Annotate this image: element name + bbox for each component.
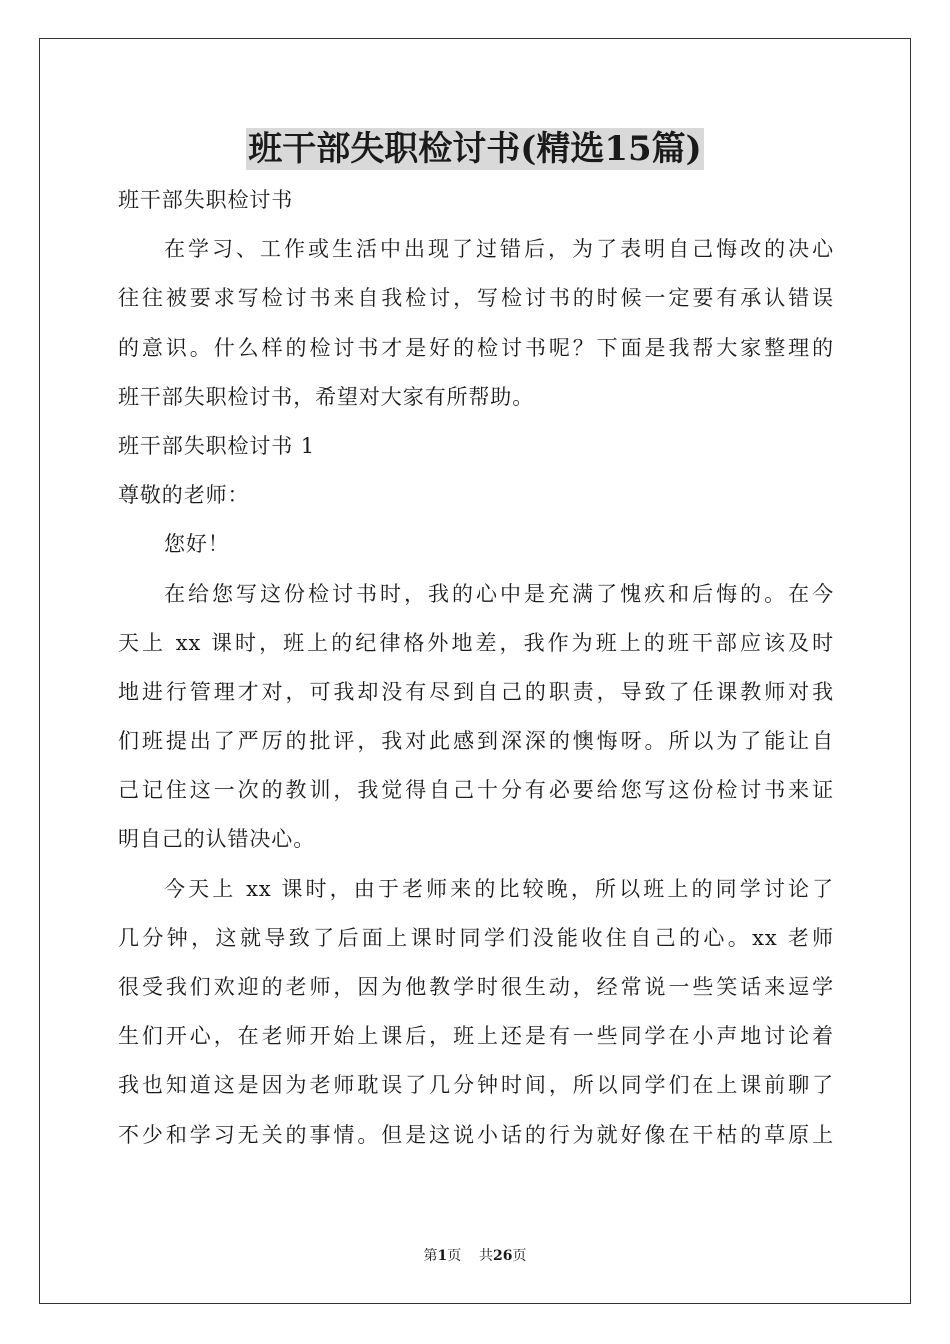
- paragraph-line: 往往被要求写检讨书来自我检讨，写检讨书的时候一定要有承认错误: [118, 286, 834, 311]
- footer-total-suffix: 页: [512, 1248, 527, 1264]
- paragraph-line: 天上 xx 课时，班上的纪律格外地差，我作为班上的班干部应该及时: [118, 630, 834, 655]
- document-title: 班干部失职检讨书(精选15篇): [248, 129, 702, 169]
- total-page-count: 26: [493, 1248, 513, 1264]
- paragraph-line: 很受我们欢迎的老师，因为他教学时很生动，经常说一些笑话来逗学: [118, 975, 834, 999]
- document-body: [118, 176, 834, 1160]
- title-container: [0, 128, 950, 170]
- greeting: 您好！: [164, 532, 230, 557]
- paragraph-line: 在学习、工作或生活中出现了过错后，为了表明自己悔改的决心: [164, 237, 834, 262]
- paragraph-line: 班干部失职检讨书，希望对大家有所帮助。: [118, 384, 535, 409]
- paragraph-line: 地进行管理才对，可我却没有尽到自己的职责，导致了任课教师对我: [118, 679, 834, 704]
- section-heading: 班干部失职检讨书: [118, 188, 294, 212]
- paragraph-line: 今天上 xx 课时，由于老师来的比较晚，所以班上的同学讨论了: [164, 876, 834, 901]
- section-heading: 班干部失职检讨书 1: [118, 433, 316, 458]
- paragraph-line: 己记住这一次的教训，我觉得自己十分有必要给您写这份检讨书来证: [118, 778, 834, 803]
- paragraph-line: 的意识。什么样的检讨书才是好的检讨书呢？下面是我帮大家整理的: [118, 335, 834, 360]
- paragraph-line: 我也知道这是因为老师耽误了几分钟时间，所以同学们在上课前聊了: [118, 1073, 834, 1098]
- paragraph-line: 们班提出了严厉的批评，我对此感到深深的懊悔呀。所以为了能让自: [118, 729, 834, 754]
- salutation: 尊敬的老师：: [118, 483, 250, 508]
- current-page-number: 1: [437, 1248, 448, 1264]
- footer-total-prefix: 共: [479, 1248, 494, 1264]
- page-footer: [0, 1247, 950, 1265]
- paragraph-line: 生们开心，在老师开始上课后，班上还是有一些同学在小声地讨论着: [118, 1024, 834, 1049]
- footer-prefix: 第: [423, 1248, 438, 1264]
- footer-page-word: 页: [447, 1248, 462, 1264]
- paragraph-line: 在给您写这份检讨书时，我的心中是充满了愧疚和后悔的。在今: [164, 581, 834, 606]
- paragraph-line: 几分钟，这就导致了后面上课时同学们没能收住自己的心。xx 老师: [118, 925, 834, 950]
- paragraph-line: 明自己的认错决心。: [118, 827, 316, 852]
- paragraph-line: 不少和学习无关的事情。但是这说小话的行为就好像在干枯的草原上: [118, 1122, 834, 1147]
